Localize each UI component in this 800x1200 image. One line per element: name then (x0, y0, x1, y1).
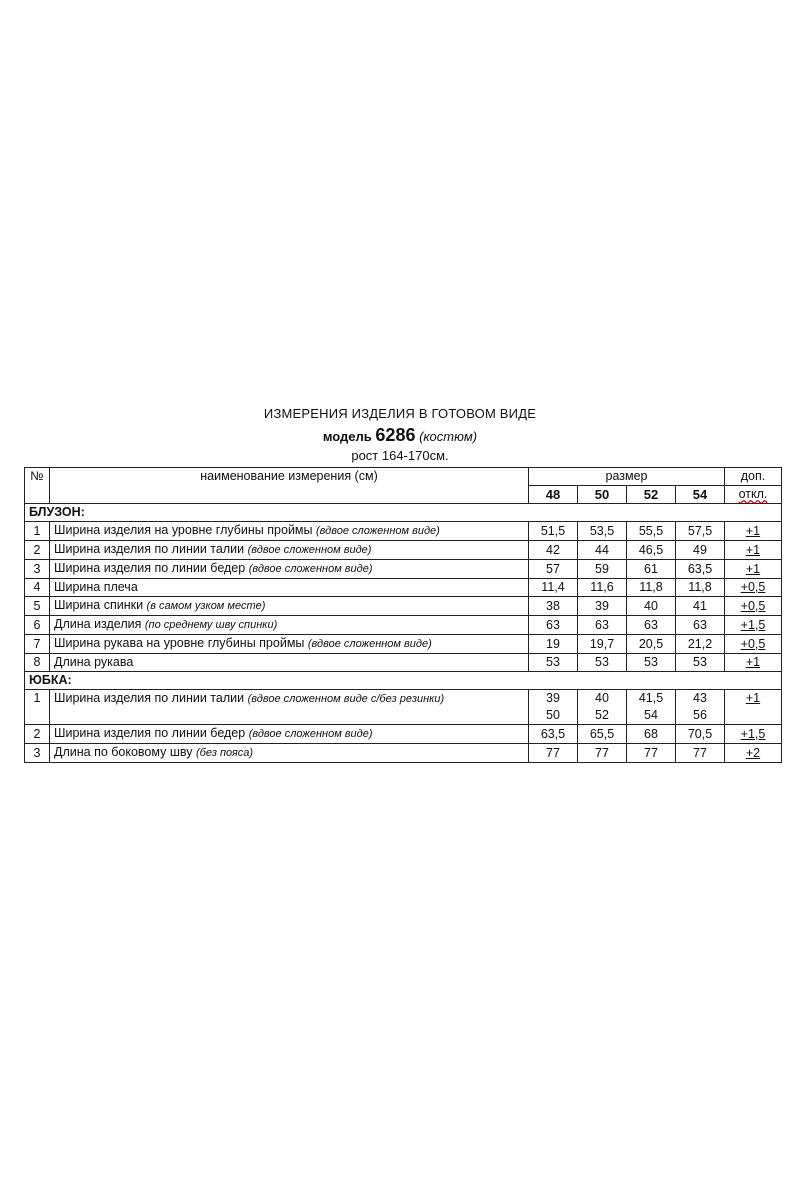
size-value: 61 (644, 561, 658, 576)
measurement-name: Ширина плеча (54, 580, 138, 594)
size-value-cell (627, 725, 676, 744)
col-no-header: № (25, 468, 50, 504)
row-number: 2 (25, 541, 50, 560)
table-row (25, 616, 782, 635)
size-value-cell (529, 744, 578, 763)
size-value: 65,5 (589, 726, 615, 741)
row-number: 7 (25, 635, 50, 654)
size-value-cell (627, 654, 676, 672)
size-value-alt: 56 (693, 708, 707, 722)
size-value: 57,5 (687, 523, 713, 538)
measurement-name-cell (50, 579, 529, 597)
tolerance-cell (725, 522, 782, 541)
size-value: 19 (546, 636, 560, 651)
table-row (25, 579, 782, 597)
size-value-cell (578, 579, 627, 597)
col-tol-header-1: доп. (725, 468, 782, 486)
size-value: 53 (546, 655, 560, 669)
measurement-name: Ширина изделия по линии бедер (54, 726, 246, 740)
size-value-cell (529, 560, 578, 579)
size-value: 53,5 (589, 523, 615, 538)
size-value-cell (529, 635, 578, 654)
measurement-name-cell (50, 744, 529, 763)
size-value-cell (676, 522, 725, 541)
size-value-cell (676, 744, 725, 763)
size-value: 39 (546, 691, 560, 705)
size-value: 77 (644, 745, 658, 760)
size-value: 59 (595, 561, 609, 576)
measurement-note: (вдвое сложенном виде с/без резинки) (247, 693, 445, 705)
tolerance-value: +2 (745, 745, 761, 760)
measurement-name: Длина по боковому шву (54, 745, 193, 759)
size-value-cell (578, 725, 627, 744)
section-row (25, 672, 782, 690)
measurement-note: (вдвое сложенном виде) (248, 563, 373, 575)
row-number: 3 (25, 744, 50, 763)
size-value-cell (627, 744, 676, 763)
size-value: 19,7 (589, 636, 615, 651)
size-value: 63 (693, 617, 707, 632)
measurement-name: Ширина рукава на уровне глубины проймы (54, 636, 305, 650)
tolerance-cell (725, 560, 782, 579)
measurement-note: (без пояса) (195, 747, 254, 759)
row-number: 4 (25, 579, 50, 597)
measurement-note: (в самом узком месте) (146, 600, 266, 612)
size-value-cell (676, 560, 725, 579)
size-value: 51,5 (540, 523, 566, 538)
size-value-cell (627, 616, 676, 635)
measurement-name-cell (50, 541, 529, 560)
size-value-cell (676, 654, 725, 672)
tolerance-cell (725, 635, 782, 654)
measurement-note: (вдвое сложенном виде) (316, 525, 440, 537)
size-value: 63,5 (540, 726, 566, 741)
size-value-cell (676, 541, 725, 560)
size-value-cell (627, 635, 676, 654)
tolerance-value: +1,5 (740, 726, 766, 741)
size-value-alt: 50 (546, 708, 560, 722)
size-value: 49 (693, 542, 707, 557)
measurement-name: Ширина изделия по линии талии (54, 542, 245, 556)
table-row (25, 597, 782, 616)
tolerance-cell (725, 690, 782, 725)
size-value-cell (627, 522, 676, 541)
row-number: 5 (25, 597, 50, 616)
size-value: 53 (693, 655, 707, 669)
measurement-name-cell (50, 690, 529, 725)
section-row (25, 504, 782, 522)
measurement-note: (вдвое сложенном виде) (248, 728, 373, 740)
size-value-cell (529, 654, 578, 672)
size-value-cell (578, 616, 627, 635)
model-line (0, 424, 800, 448)
size-value-alt: 54 (644, 708, 658, 722)
size-value-cell (676, 635, 725, 654)
size-header: 50 (578, 486, 627, 504)
model-label: модель (322, 429, 372, 444)
tol-abbr: откл. (738, 487, 768, 501)
size-header: 52 (627, 486, 676, 504)
row-number: 1 (25, 522, 50, 541)
table-row (25, 744, 782, 763)
size-value-cell (578, 744, 627, 763)
tolerance-value: +1,5 (740, 617, 766, 632)
row-number: 8 (25, 654, 50, 672)
size-value-cell (529, 725, 578, 744)
size-value: 55,5 (638, 523, 664, 538)
size-value-cell (529, 690, 578, 725)
tolerance-value: +1 (745, 523, 761, 538)
tolerance-cell (725, 579, 782, 597)
document-title: ИЗМЕРЕНИЯ ИЗДЕЛИЯ В ГОТОВОМ ВИДЕ (263, 406, 537, 421)
size-value: 38 (546, 598, 560, 613)
measurement-name: Ширина спинки (54, 598, 144, 612)
tolerance-cell (725, 597, 782, 616)
tolerance-cell (725, 725, 782, 744)
measurement-name: Ширина изделия по линии бедер (54, 561, 246, 575)
row-number: 2 (25, 725, 50, 744)
tolerance-cell (725, 654, 782, 672)
size-value: 39 (595, 598, 609, 613)
tolerance-value: +1 (745, 561, 761, 576)
size-value: 41 (693, 598, 707, 613)
table-row (25, 725, 782, 744)
size-value-cell (627, 579, 676, 597)
size-value: 44 (595, 542, 609, 557)
size-value: 70,5 (687, 726, 713, 741)
title-block (0, 404, 800, 464)
measurement-name-cell (50, 560, 529, 579)
measurement-note: (вдвое сложенном виде) (307, 638, 432, 650)
col-size-header: размер (529, 468, 725, 486)
size-value: 42 (546, 542, 560, 557)
size-value-cell (676, 616, 725, 635)
size-value-cell (578, 522, 627, 541)
size-value-cell (676, 690, 725, 725)
size-value: 77 (693, 745, 707, 760)
size-value: 77 (546, 745, 560, 760)
size-value: 63,5 (687, 561, 713, 576)
size-value-cell (529, 541, 578, 560)
row-number: 6 (25, 616, 50, 635)
model-note: (костюм) (419, 429, 478, 444)
col-tol-header-2 (725, 486, 782, 504)
size-value: 11,4 (541, 580, 565, 594)
tolerance-value: +1 (745, 655, 761, 669)
size-value-cell (676, 579, 725, 597)
measurement-name-cell (50, 654, 529, 672)
tolerance-cell (725, 541, 782, 560)
size-value: 41,5 (638, 691, 664, 705)
size-value: 20,5 (638, 636, 664, 651)
row-number: 1 (25, 690, 50, 725)
size-value-cell (578, 690, 627, 725)
size-value: 40 (644, 598, 658, 613)
table-row (25, 654, 782, 672)
size-value: 46,5 (638, 542, 664, 557)
size-value-cell (627, 597, 676, 616)
header-row-1 (25, 468, 782, 486)
size-value: 53 (595, 655, 609, 669)
size-value-cell (578, 541, 627, 560)
size-value-cell (578, 654, 627, 672)
size-value-cell (529, 616, 578, 635)
tolerance-value: +0,5 (740, 598, 766, 613)
size-value-cell (578, 597, 627, 616)
table-row (25, 690, 782, 725)
size-value: 57 (546, 561, 560, 576)
row-number: 3 (25, 560, 50, 579)
size-value: 11,6 (590, 580, 614, 594)
table-row (25, 560, 782, 579)
size-header: 48 (529, 486, 578, 504)
tolerance-cell (725, 744, 782, 763)
measurement-name: Длина изделия (54, 617, 142, 631)
model-number: 6286 (375, 425, 416, 445)
size-value: 63 (644, 617, 658, 632)
measurement-name: Ширина изделия на уровне глубины проймы (54, 523, 313, 537)
tolerance-value: +1 (745, 691, 761, 705)
table-row (25, 635, 782, 654)
table-row (25, 522, 782, 541)
measurement-name-cell (50, 616, 529, 635)
size-value-alt: 52 (595, 708, 609, 722)
tolerance-value: +1 (745, 542, 761, 557)
measurement-note: (по среднему шву спинки) (144, 619, 278, 631)
tolerance-cell (725, 616, 782, 635)
measurement-name: Длина рукава (54, 655, 134, 669)
size-value: 11,8 (688, 580, 712, 594)
size-header: 54 (676, 486, 725, 504)
measurement-name: Ширина изделия по линии талии (54, 691, 245, 705)
measurement-name-cell (50, 597, 529, 616)
measurement-note: (вдвое сложенном виде) (247, 544, 372, 556)
tolerance-value: +0,5 (740, 580, 766, 594)
size-value: 40 (595, 691, 609, 705)
size-value: 77 (595, 745, 609, 760)
measurement-name-cell (50, 725, 529, 744)
size-value-cell (529, 597, 578, 616)
height-range: рост 164-170см. (351, 448, 449, 463)
size-value-cell (676, 597, 725, 616)
size-value: 11,8 (639, 580, 663, 594)
size-value-cell (627, 560, 676, 579)
size-value-cell (529, 579, 578, 597)
size-value: 21,2 (687, 636, 713, 651)
section-title: ЮБКА: (25, 672, 782, 690)
size-value-cell (578, 635, 627, 654)
size-value-cell (627, 690, 676, 725)
measurements-table (24, 467, 782, 763)
size-value-cell (529, 522, 578, 541)
section-title: БЛУЗОН: (25, 504, 782, 522)
size-value-cell (627, 541, 676, 560)
table-row (25, 541, 782, 560)
size-value-cell (676, 725, 725, 744)
tolerance-value: +0,5 (740, 636, 766, 651)
size-value-cell (578, 560, 627, 579)
measurement-name-cell (50, 635, 529, 654)
size-value: 53 (644, 655, 658, 669)
size-value: 63 (546, 617, 560, 632)
size-value: 63 (595, 617, 609, 632)
size-value: 68 (644, 726, 658, 741)
measurement-name-cell (50, 522, 529, 541)
col-name-header: наименование измерения (см) (50, 468, 529, 504)
size-value: 43 (693, 691, 707, 705)
